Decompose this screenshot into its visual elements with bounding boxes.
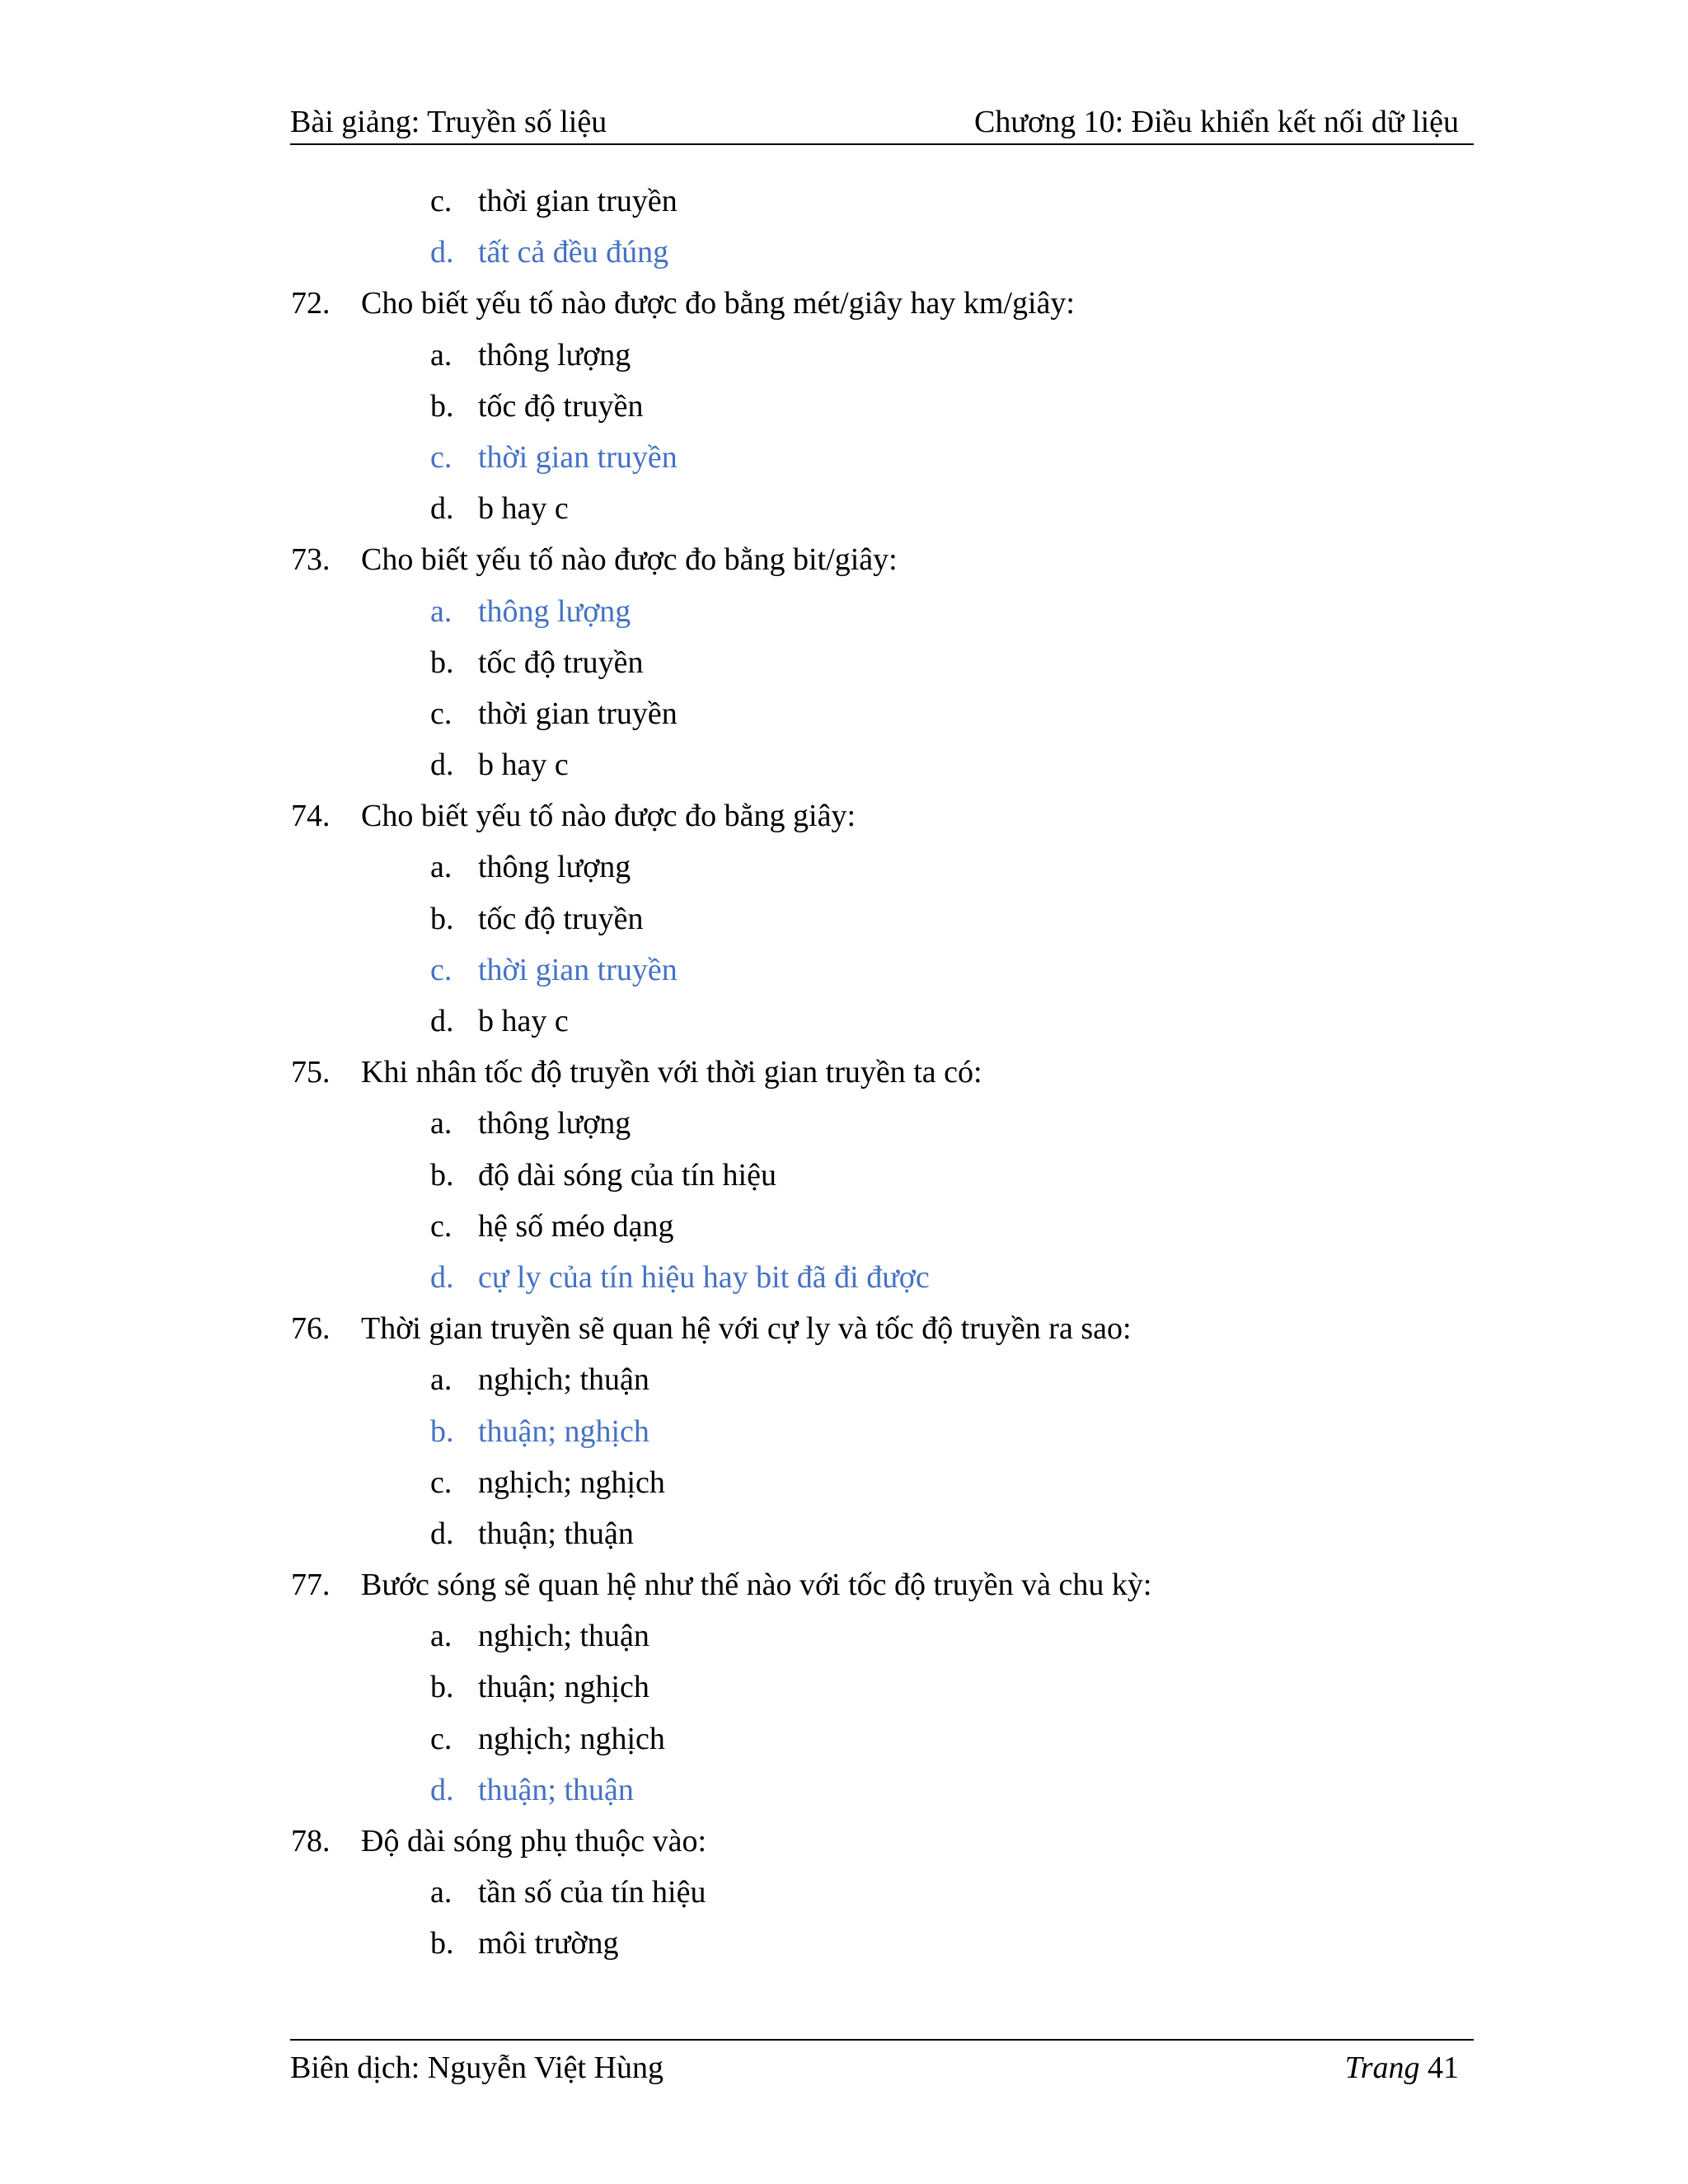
answer-option <box>0 944 1688 996</box>
option-text: độ dài sóng của tín hiệu <box>478 1157 776 1193</box>
question <box>0 1047 1688 1098</box>
footer-page-number <box>1345 2044 1459 2092</box>
option-letter: b. <box>430 1157 454 1193</box>
question <box>0 1559 1688 1610</box>
question-number: 77. <box>291 1568 331 1603</box>
option-text: thời gian truyền <box>478 184 678 218</box>
question <box>0 534 1688 585</box>
option-text: tốc độ truyền <box>478 901 644 936</box>
option-text: thuận; nghịch <box>478 1413 649 1449</box>
question-text: Thời gian truyền sẽ quan hệ với cự ly và tốc độ truyền ra sao: <box>361 1311 1132 1347</box>
option-text: thời gian truyền <box>478 696 678 731</box>
option <box>0 1661 1688 1713</box>
option-letter: a. <box>430 1362 452 1398</box>
option-letter: b. <box>430 901 454 936</box>
question-number: 73. <box>291 542 331 578</box>
option-letter: c. <box>430 1208 452 1244</box>
option-text: b hay c <box>478 491 569 527</box>
option-letter: a. <box>430 1106 452 1141</box>
question <box>0 278 1688 329</box>
option <box>0 841 1688 893</box>
page-number: 41 <box>1428 2050 1459 2085</box>
option <box>0 176 1688 227</box>
option <box>0 483 1688 534</box>
option-text: thông lượng <box>478 1106 631 1141</box>
question <box>0 1816 1688 1867</box>
option <box>0 1610 1688 1661</box>
option-text: thông lượng <box>478 850 631 885</box>
option-letter: b. <box>430 644 454 680</box>
option-letter: a. <box>430 1619 452 1654</box>
option-letter: c. <box>430 439 452 475</box>
option <box>0 1354 1688 1405</box>
option-text: tốc độ truyền <box>478 644 644 680</box>
question-number: 74. <box>291 799 331 834</box>
page-footer <box>290 2039 1474 2088</box>
question-number: 72. <box>291 286 331 321</box>
option-letter: c. <box>430 1465 452 1500</box>
option-text: nghịch; thuận <box>478 1362 649 1398</box>
option <box>0 1867 1688 1918</box>
option <box>0 996 1688 1047</box>
option-letter: a. <box>430 337 452 373</box>
page-label: Trang <box>1344 2050 1420 2085</box>
option-letter: c. <box>430 1721 452 1756</box>
option-text: b hay c <box>478 748 569 783</box>
option <box>0 1918 1688 1969</box>
option-letter: a. <box>430 593 452 629</box>
answer-option <box>0 1765 1688 1816</box>
option-letter: a. <box>430 850 452 885</box>
answer-option <box>0 432 1688 483</box>
header-chapter-title: Chương 10: Điều khiển kết nối dữ liệu <box>974 105 1459 139</box>
question-text: Cho biết yếu tố nào được đo bằng giây: <box>361 799 856 834</box>
option <box>0 381 1688 432</box>
question-text: Cho biết yếu tố nào được đo bằng bit/giây: <box>361 542 898 578</box>
option-text: thuận; nghịch <box>478 1670 649 1705</box>
option <box>0 1508 1688 1559</box>
option <box>0 1098 1688 1149</box>
answer-option <box>0 1406 1688 1457</box>
question-text: Độ dài sóng phụ thuộc vào: <box>361 1824 707 1858</box>
option-text: thời gian truyền <box>478 952 678 987</box>
option-letter: c. <box>430 952 452 987</box>
option <box>0 1201 1688 1252</box>
option-letter: d. <box>430 748 454 783</box>
option <box>0 1457 1688 1508</box>
option-text: thuận; thuận <box>478 1772 634 1807</box>
option-text: thông lượng <box>478 337 631 373</box>
option-letter: d. <box>430 1004 454 1038</box>
page-header <box>290 101 1474 145</box>
header-course-title: Bài giảng: Truyền số liệu <box>290 105 607 139</box>
option-letter: b. <box>430 1926 454 1961</box>
question-number: 76. <box>291 1311 331 1347</box>
question-number: 78. <box>291 1824 331 1858</box>
option-text: nghịch; nghịch <box>478 1721 665 1756</box>
question-text: Bước sóng sẽ quan hệ như thế nào với tốc độ truyền và chu kỳ: <box>361 1568 1152 1603</box>
option-text: tốc độ truyền <box>478 388 644 424</box>
option-text: thuận; thuận <box>478 1516 634 1551</box>
option <box>0 688 1688 739</box>
option-text: thông lượng <box>478 593 631 629</box>
option <box>0 330 1688 381</box>
question-text: Cho biết yếu tố nào được đo bằng mét/giây hay km/giây: <box>361 286 1075 321</box>
option-letter: d. <box>430 491 454 527</box>
option-letter: c. <box>430 696 452 731</box>
option <box>0 1713 1688 1765</box>
option-letter: d. <box>430 1772 454 1807</box>
answer-option <box>0 227 1688 278</box>
option-text: môi trường <box>478 1926 619 1961</box>
answer-option <box>0 586 1688 637</box>
option-letter: c. <box>430 184 452 218</box>
option-letter: b. <box>430 1670 454 1705</box>
question-list <box>0 176 1688 1970</box>
option <box>0 893 1688 944</box>
footer-translator: Biên dịch: Nguyễn Việt Hùng <box>290 2050 663 2085</box>
question <box>0 1303 1688 1354</box>
option <box>0 1150 1688 1201</box>
option-letter: d. <box>430 235 454 270</box>
option-text: tất cả đều đúng <box>478 235 669 270</box>
option-letter: d. <box>430 1516 454 1551</box>
option-text: hệ số méo dạng <box>478 1208 674 1244</box>
option-text: tần số của tín hiệu <box>478 1875 706 1910</box>
option <box>0 739 1688 790</box>
option-text: thời gian truyền <box>478 439 678 475</box>
option-text: b hay c <box>478 1004 569 1038</box>
option-letter: a. <box>430 1875 452 1910</box>
question-number: 75. <box>291 1055 331 1090</box>
option <box>0 637 1688 688</box>
option-text: nghịch; nghịch <box>478 1465 665 1500</box>
question-text: Khi nhân tốc độ truyền với thời gian truyền ta có: <box>361 1055 982 1090</box>
option-letter: b. <box>430 388 454 424</box>
answer-option <box>0 1252 1688 1303</box>
option-text: nghịch; thuận <box>478 1619 649 1654</box>
option-text: cự ly của tín hiệu hay bit đã đi được <box>478 1259 930 1295</box>
option-letter: b. <box>430 1413 454 1449</box>
option-letter: d. <box>430 1259 454 1295</box>
question <box>0 790 1688 841</box>
